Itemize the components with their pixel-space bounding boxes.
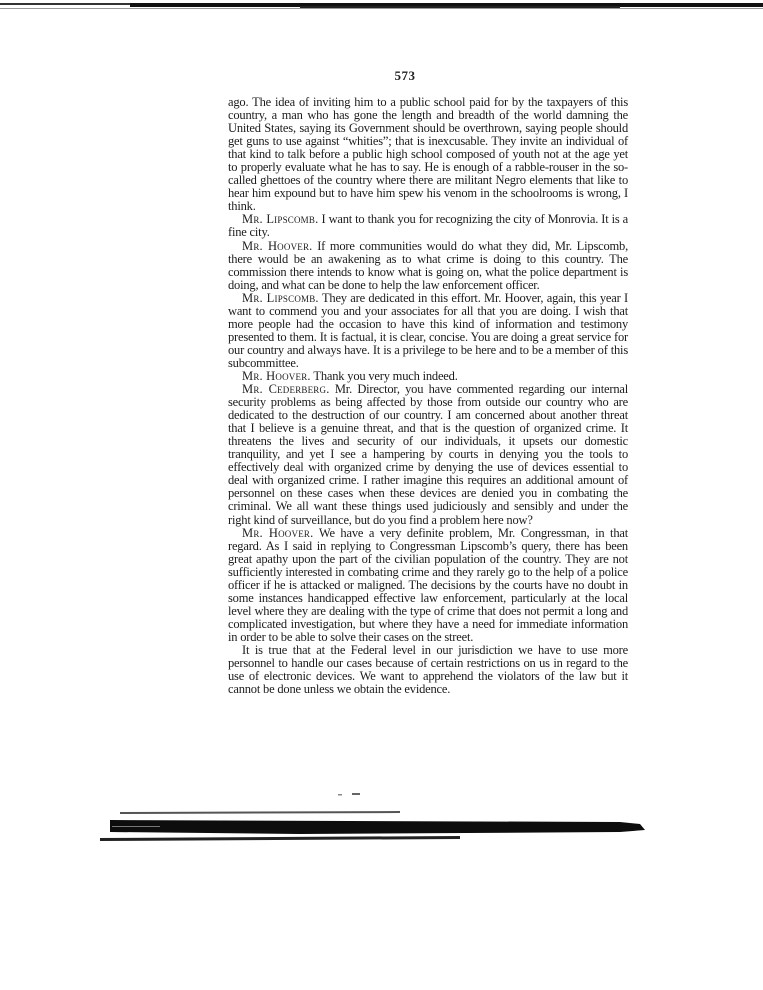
paragraph-text: Thank you very much indeed.	[310, 368, 458, 383]
paragraph-6	[228, 383, 628, 527]
paragraph-1	[228, 96, 628, 213]
paragraph-8	[228, 644, 628, 696]
speaker-name: Mr. Hoover.	[242, 525, 314, 540]
speaker-name: Mr. Hoover.	[242, 238, 313, 253]
scan-edge-top	[0, 2, 763, 11]
paragraph-text: ago. The idea of inviting him to a public school paid for by the taxpayers of this country, a man who has gone the length and breadth of the world damning the United States, saying its Government should be overthrown, saying people should get guns to use against “whities”; that is inexcusable. They invite an individual of that kind to talk before a public high school composed of youth not at the age yet to properly evaluate what he has to say. He is enough of a rabble-rouser in the so-called ghettoes of the country where there are militant Negro elements that like to hear him expound but to have him spew his venom in the schoolrooms is wrong, I think.	[228, 95, 628, 214]
paragraph-3	[228, 240, 628, 292]
paragraph-text: We have a very definite problem, Mr. Congressman, in that regard. As I said in replying to Congressman Lipscomb’s query, there has been great apathy upon the part of the civilian population of the country. They are not sufficiently interested in combating crime and they rarely go to the help of a police officer if he is attacked or maligned. The decisions by the courts have no doubt in some instances handicapped effective law enforcement, particularly at the local level where they are dealing with the type of crime that does not permit a long and complicated investigation, but where they have a need for immediate information in order to be able to solve their cases on the street.	[228, 525, 629, 644]
page-number: 573	[394, 68, 416, 83]
paragraph-7	[228, 527, 628, 644]
scan-smudge	[338, 793, 362, 797]
speaker-name: Mr. Cederberg.	[242, 382, 330, 397]
speaker-name: Mr. Hoover.	[242, 368, 311, 383]
paragraph-text: I want to thank you for recognizing the city of Monrovia. It is a fine city.	[228, 212, 628, 240]
speaker-name: Mr. Lipscomb.	[242, 212, 319, 227]
paragraph-text: If more communities would do what they did, Mr. Lipscomb, there would be an awakening as to what crime is doing to this country. The commission there intends to know what is going on, what the police department is doing, and what can be done to help the law enforcement officer.	[228, 238, 629, 292]
paragraph-text: Mr. Director, you have commented regarding our internal security problems as being affected by those from outside our country who are dedicated to the destruction of our country. I am concerned about another threat that I believe is a genuine threat, and that is the question of organized crime. It threatens the lives and security of our individuals, it upsets our domestic tranquility, and yet I see a hampering by courts in denying you the tools to effectively deal with organized crime by denying the use of devices essential to deal with organized crime. I rather imagine this requires an additional amount of personnel on these cases when these devices are denied you in combating the criminal. We all want these things used judiciously and sensibly and under the right kind of surveillance, but do you find a problem here now?	[228, 382, 628, 527]
scan-edge-bottom	[100, 808, 645, 848]
speaker-name: Mr. Lipscomb.	[242, 290, 319, 305]
paragraph-2	[228, 213, 628, 239]
hearing-transcript	[228, 96, 628, 696]
paragraph-text: It is true that at the Federal level in our jurisdiction we have to use more personnel to handle our cases because of certain restrictions on us in regard to the use of electronic devices. We want to apprehend the violators of the law but it cannot be done unless we obtain the evidence.	[228, 642, 628, 697]
paragraph-4	[228, 292, 628, 370]
paragraph-text: They are dedicated in this effort. Mr. Hoover, again, this year I want to commend you and your associates for all that you are doing. I wish that more people had the occasion to have this kind of information and testimony presented to them. It is factual, it is clear, concise. You are doing a great service for our country and always have. It is a privilege to be here and to be a member of this subcommittee.	[228, 290, 628, 370]
